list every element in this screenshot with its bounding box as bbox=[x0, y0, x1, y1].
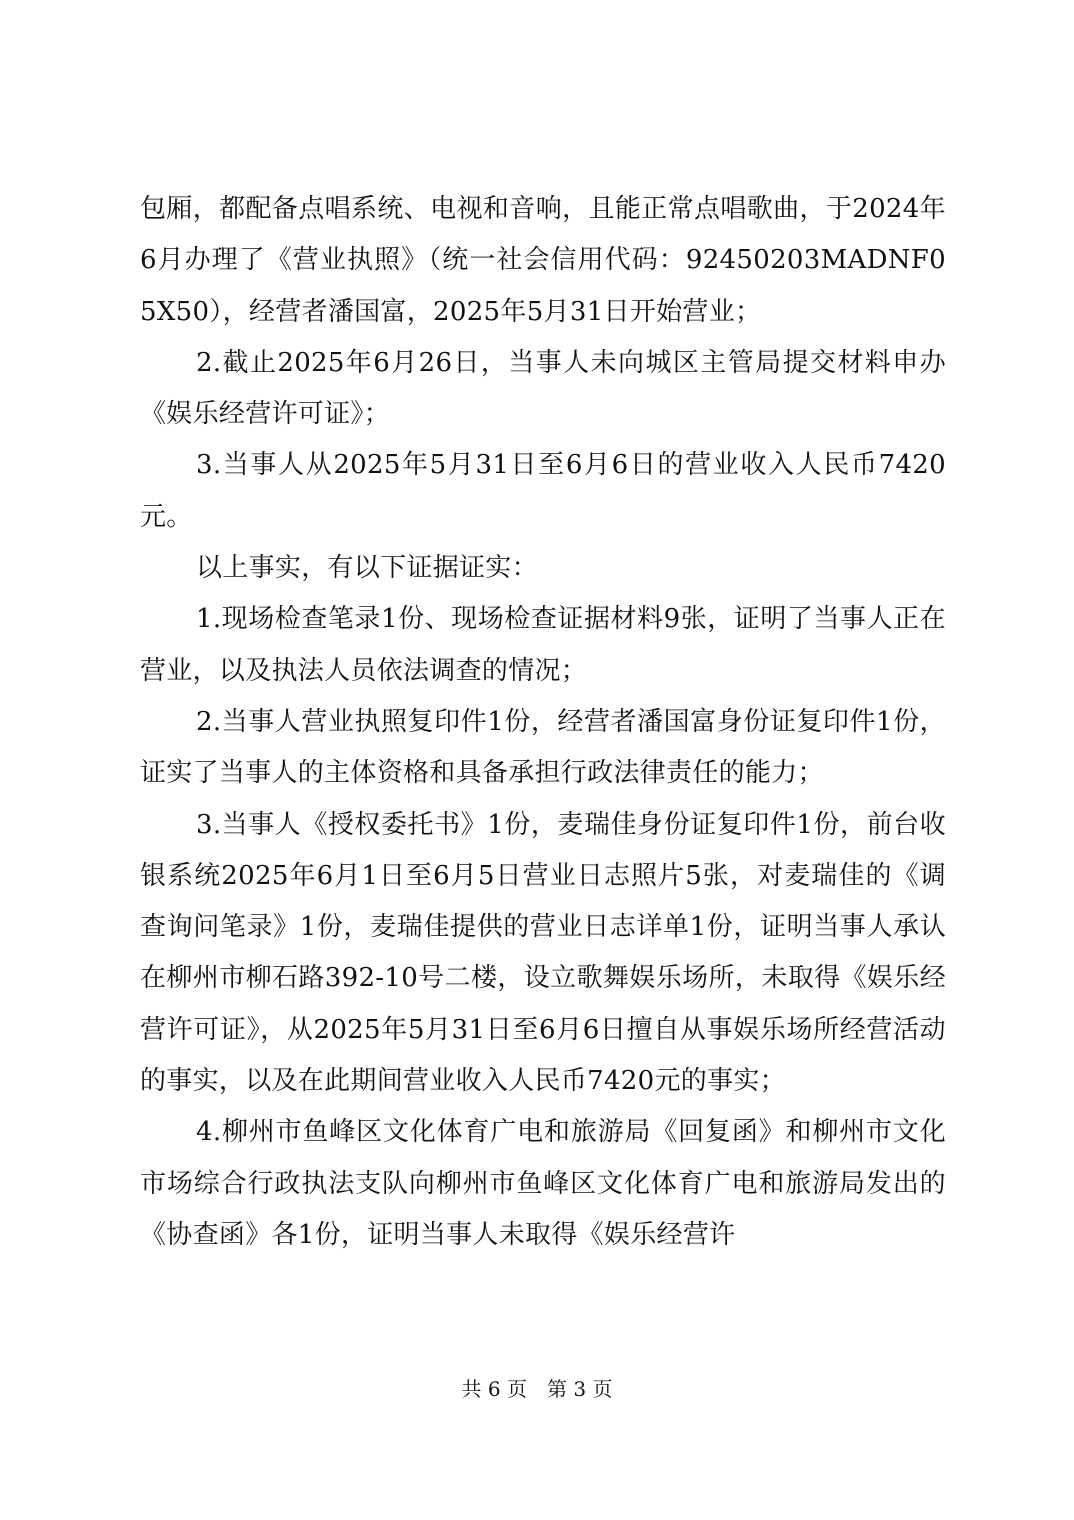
paragraph-fact-2: 2.截止2025年6月26日，当事人未向城区主管局提交材料申办《娱乐经营许可证》； bbox=[140, 347, 946, 430]
total-pages-label: 共 6 页 bbox=[461, 1377, 527, 1401]
document-body bbox=[140, 184, 946, 1261]
paragraph-evidence-4: 4.柳州市鱼峰区文化体育广电和旅游局《回复函》和柳州市文化市场综合行政执法支队向柳州市鱼峰区文化体育广电和旅游局发出的《协查函》各1份，证明当事人未取得《娱乐经营许 bbox=[140, 1117, 946, 1250]
paragraph-business-details: 包厢，都配备点唱系统、电视和音响，且能正常点唱歌曲，于2024年6月办理了《营业执照》（统一社会信用代码：92450203MADNF05X50），经营者潘国富，2025年5月31日开始营业； bbox=[140, 194, 946, 327]
paragraph-evidence-2: 2.当事人营业执照复印件1份，经营者潘国富身份证复印件1份，证实了当事人的主体资格和具备承担行政法律责任的能力； bbox=[140, 706, 946, 789]
paragraph-evidence-3: 3.当事人《授权委托书》1份，麦瑞佳身份证复印件1份，前台收银系统2025年6月1日至6月5日营业日志照片5张，对麦瑞佳的《调查询问笔录》1份，麦瑞佳提供的营业日志详单1份，证明当事人承认在柳州市柳石路392-10号二楼，设立歌舞娱乐场所，未取得《娱乐经营许可证》，从2025年5月31日至6月6日擅自从事娱乐场所经营活动的事实，以及在此期间营业收入人民币7420元的事实； bbox=[140, 809, 946, 1097]
paragraph-evidence-1: 1.现场检查笔录1份、现场检查证据材料9张，证明了当事人正在营业，以及执法人员依法调查的情况； bbox=[140, 604, 946, 686]
current-page-label: 第 3 页 bbox=[547, 1377, 613, 1401]
paragraph-evidence-intro: 以上事实，有以下证据证实： bbox=[196, 553, 538, 584]
page-footer bbox=[0, 1374, 1074, 1404]
paragraph-fact-3: 3.当事人从2025年5月31日至6月6日的营业收入人民币7420元。 bbox=[140, 450, 946, 532]
